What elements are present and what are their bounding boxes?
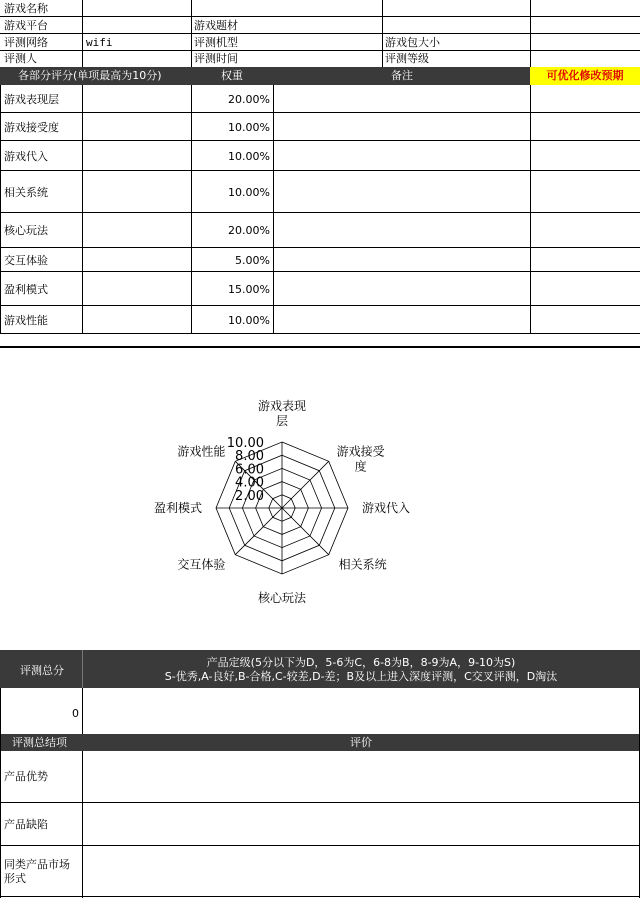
score-row (0, 248, 640, 272)
radar-chart (0, 350, 640, 650)
score-row-weight: 20.00% (228, 93, 270, 106)
device-label: 评测机型 (194, 36, 238, 49)
grading-rule-line1: 产品定级(5分以下为D，5-6为C，6-8为B，8-9为A，9-10为S) (206, 656, 516, 669)
product-defect-label: 产品缺陷 (4, 818, 48, 831)
radar-tick-label: 6.00 (235, 462, 264, 478)
radar-category-label: 盈利模式 (153, 501, 202, 515)
radar-tick-label: 10.00 (226, 436, 264, 451)
conclusion-label: 评测总结项 (12, 736, 67, 749)
grading-rule-line2: S-优秀,A-良好,B-合格,C-较差,D-差；B及以上进入深度评测，C交叉评测，D淘汰 (164, 670, 558, 683)
review-grade-label: 评测等级 (385, 52, 429, 65)
total-score-label: 评测总分 (20, 664, 64, 677)
score-row-weight: 10.00% (228, 121, 270, 134)
score-row-name: 游戏表现层 (4, 93, 59, 106)
conclusion-header-bar (0, 734, 640, 751)
optimize-header: 可优化修改预期 (530, 67, 640, 85)
score-row-name: 核心玩法 (4, 224, 48, 237)
score-row (0, 213, 640, 248)
radar-tick-label: 8.00 (235, 449, 264, 465)
radar-category-label: 相关系统 (338, 557, 387, 572)
radar-category-label: 交互体验 (177, 557, 226, 572)
radar-category-label: 游戏性能 (177, 444, 226, 459)
radar-tick-label: 2.00 (235, 488, 264, 504)
score-row-name: 游戏代入 (4, 150, 48, 163)
evaluation-label: 评价 (350, 736, 372, 749)
total-score-value: 0 (72, 707, 79, 720)
score-row-weight: 10.00% (228, 186, 270, 199)
weight-header: 权重 (221, 69, 243, 82)
market-form-label-2: 形式 (4, 872, 26, 885)
network-value: wifi (86, 36, 113, 49)
score-row-weight: 10.00% (228, 150, 270, 163)
theme-label: 游戏题材 (194, 19, 238, 32)
score-row (0, 141, 640, 171)
network-label: 评测网络 (4, 36, 48, 49)
score-row-weight: 10.00% (228, 314, 270, 327)
product-advantage-label: 产品优势 (4, 770, 48, 783)
score-row (0, 113, 640, 141)
score-row (0, 171, 640, 213)
radar-category-label: 游戏接受度 (336, 444, 385, 474)
radar-category-label: 游戏代入 (362, 501, 411, 515)
review-time-label: 评测时间 (194, 52, 238, 65)
score-header-bar (0, 67, 530, 85)
platform-label: 游戏平台 (4, 19, 48, 32)
score-row-name: 游戏性能 (4, 314, 48, 327)
summary-header-bar (0, 650, 640, 688)
score-row-name: 盈利模式 (4, 283, 48, 296)
score-row-weight: 15.00% (228, 283, 270, 296)
score-row (0, 306, 640, 334)
reviewer-label: 评测人 (4, 52, 37, 65)
score-row (0, 272, 640, 306)
section-divider (0, 346, 640, 348)
market-form-label-1: 同类产品市场 (4, 858, 70, 871)
radar-category-label: 游戏表现层 (257, 399, 307, 428)
score-row (0, 85, 640, 113)
score-row-name: 交互体验 (4, 254, 48, 267)
radar-tick-label: 4.00 (235, 475, 264, 491)
game-name-label: 游戏名称 (4, 2, 48, 15)
radar-category-label: 核心玩法 (257, 591, 307, 605)
score-row-name: 相关系统 (4, 186, 48, 199)
remark-header: 备注 (391, 69, 413, 82)
score-row-weight: 20.00% (228, 224, 270, 237)
score-row-name: 游戏接受度 (4, 121, 59, 134)
section-label: 各部分评分(单项最高为10分) (18, 69, 162, 82)
score-row-weight: 5.00% (235, 254, 270, 267)
package-size-label: 游戏包大小 (385, 36, 440, 49)
